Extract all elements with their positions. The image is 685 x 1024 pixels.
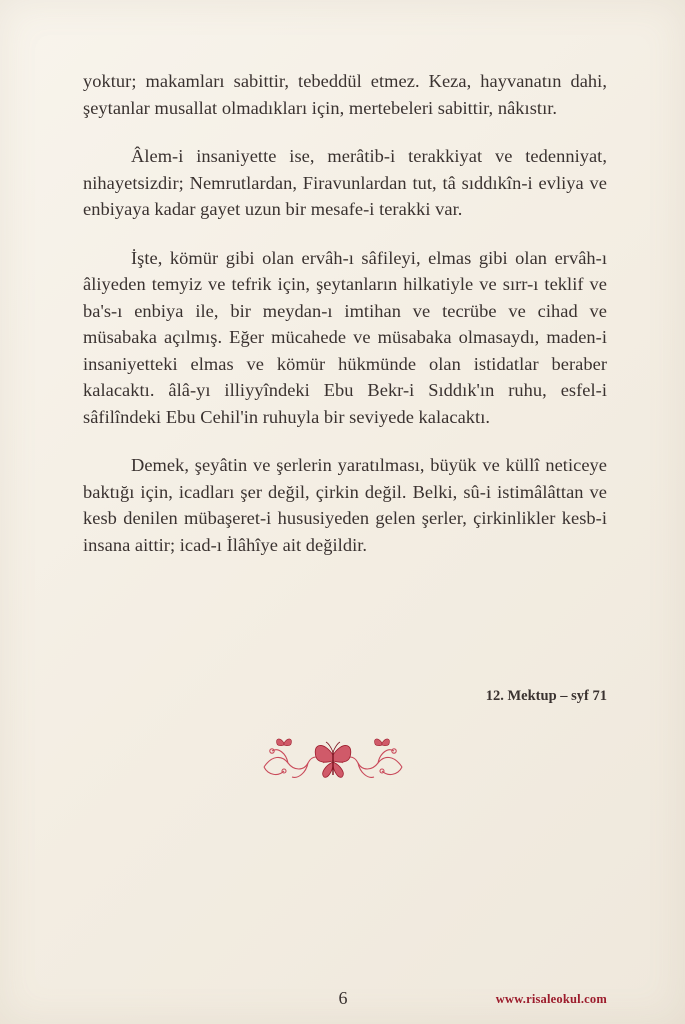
butterfly-vine-ornament — [258, 733, 408, 789]
source-citation: 12. Mektup – syf 71 — [485, 688, 607, 704]
paragraph-1: yoktur; makamları sabittir, tebeddül etmez. Keza, hayvanatın dahi, şeytanlar musallat olmadıkları için, mertebeleri sabittir, nâkıstır. — [83, 71, 607, 118]
website-link[interactable]: www.risaleokul.com — [495, 992, 607, 1006]
body-text — [83, 68, 607, 580]
paragraph-2: Âlem-i insaniyette ise, merâtib-i terakkiyat ve tedenniyat, nihayetsizdir; Nemrutlardan, Firavunlardan tut, tâ sıddıkîn-i evliya ve enbiyaya kadar gayet uzun bir mesafe-i terakki var. — [83, 146, 607, 219]
paragraph-4: Demek, şeyâtin ve şerlerin yaratılması, büyük ve küllî neticeye baktığı için, icadları şer değil, çirkin değil. Belki, sû-i istimâlâttan ve kesb denilen mübaşeret-i hususiyeden gelen şerler, çirkinlikler kesb-i insana aittir; icad-ı İlâhîye ait değildir. — [83, 455, 607, 555]
page-number: 6 — [338, 988, 348, 1008]
paragraph-3: İşte, kömür gibi olan ervâh-ı sâfileyi, elmas gibi olan ervâh-ı âliyeden temyiz ve tefrik için, şeytanların hilkatiyle ve sırr-ı teklif ve ba's-ı enbiya ile, bir meydan-ı imtihan ve tecrübe ve cihad ve müsabaka açılmış. Eğer mücahede ve müsabaka olmasaydı, maden-i insaniyetteki elmas ve kömür hükmünde olan istidatlar beraber kalacaktı. âlâ-yı illiyyîndeki Ebu Bekr-i Sıddık'ın ruhu, esfel-i sâfilîndeki Ebu Cehil'in ruhuyla bir seviyede kalacaktı. — [83, 247, 607, 427]
